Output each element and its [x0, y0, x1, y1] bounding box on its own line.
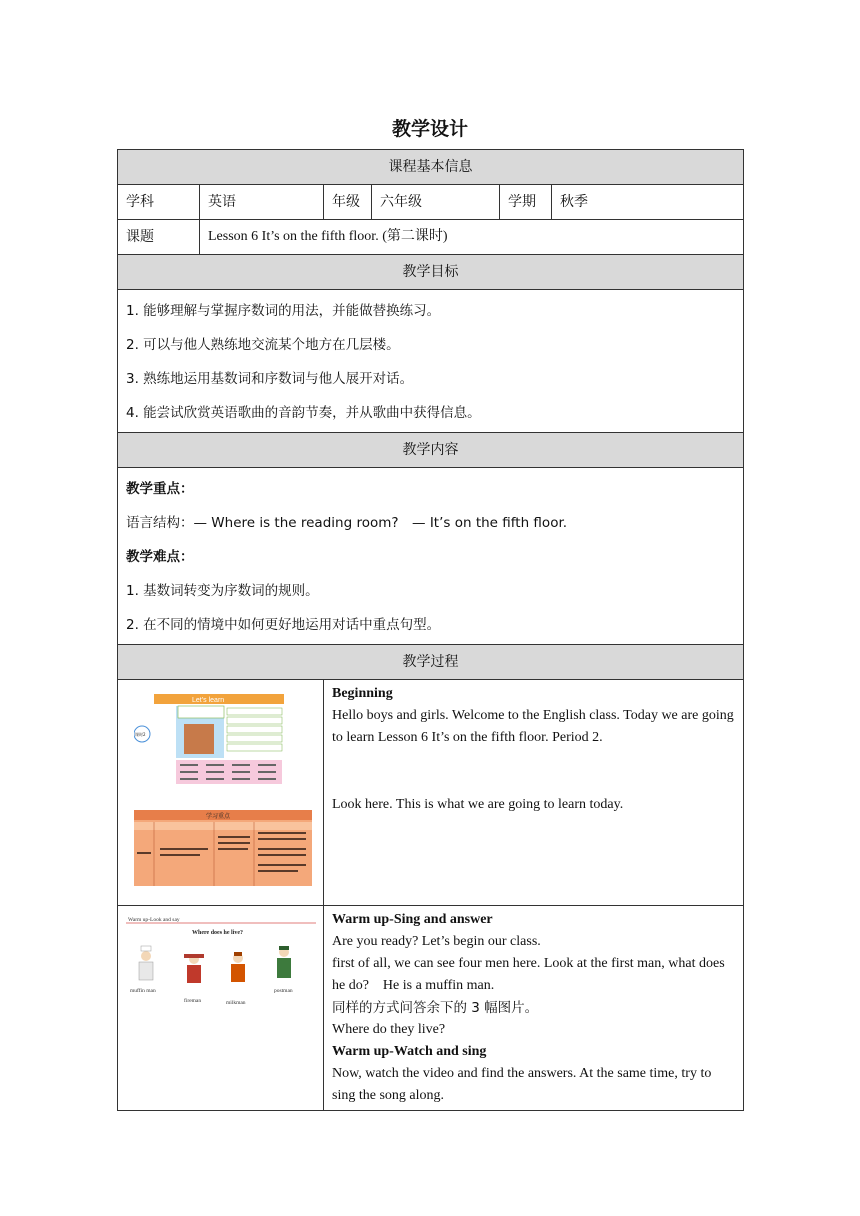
step-line: first of all, we can see four men here. Look at the first man, what does he do? He is a muffin man.: [332, 956, 725, 993]
step-heading: Beginning: [332, 686, 393, 701]
difficult-item: 1. 基数词转变为序数词的规则。: [126, 583, 319, 599]
basic-info-header: 课程基本信息: [118, 150, 744, 185]
warmup-text: [324, 906, 744, 1111]
key-points-label: 教学重点：: [126, 481, 194, 497]
goals-list: [118, 290, 744, 433]
step-heading: Warm up-Sing and answer: [332, 912, 493, 927]
lesson-plan-table: [117, 149, 744, 1111]
difficult-item: 2. 在不同的情境中如何更好地运用对话中重点句型。: [126, 617, 441, 633]
goal-item: 2. 可以与他人熟练地交流某个地方在几层楼。: [126, 337, 400, 353]
term-label: 学期: [500, 185, 552, 220]
spacer: [332, 749, 735, 794]
beginning-text: [324, 680, 744, 906]
step-line: Are you ready? Let’s begin our class.: [332, 934, 541, 949]
goal-item: 1. 能够理解与掌握序数词的用法，并能做替换练习。: [126, 303, 441, 319]
step-paragraph: Hello boys and girls. Welcome to the English class. Today we are going to learn Lesson 6 It’s on the fifth floor. Period 2.: [332, 708, 734, 745]
beginning-images: [118, 680, 324, 906]
step-line: 同样的方式问答余下的 3 幅图片。: [332, 1000, 539, 1016]
lets-learn-slide: [134, 690, 290, 786]
badge-text: 课时2: [135, 732, 146, 737]
grade-value: 六年级: [372, 185, 500, 220]
topic-value: Lesson 6 It’s on the fifth floor. (第二课时): [200, 220, 744, 255]
key-points-slide: [134, 810, 312, 886]
look-and-say-slide: [126, 914, 316, 1008]
step-line: Where do they live?: [332, 1022, 446, 1037]
slide-banner-text: Let’s learn: [192, 697, 225, 704]
warmup-images: [118, 906, 324, 1111]
goals-header: 教学目标: [118, 255, 744, 290]
key-points-text: 语言结构：— Where is the reading room? — It’s on the fifth floor.: [126, 515, 568, 531]
process-header: 教学过程: [118, 645, 744, 680]
page-title: 教学设计: [391, 118, 468, 140]
step-line: Now, watch the video and find the answers. At the same time, try to sing the song along.: [332, 1066, 712, 1103]
slide3-top: Warm up-Look and say: [128, 917, 180, 923]
goal-item: 4. 能尝试欣赏英语歌曲的音韵节奏，并从歌曲中获得信息。: [126, 405, 481, 421]
label-muffin-man: muffin man: [130, 988, 156, 994]
grade-label: 年级: [324, 185, 372, 220]
content-body: [118, 468, 744, 645]
content-header: 教学内容: [118, 433, 744, 468]
slide3-question: Where does he live?: [192, 930, 244, 936]
difficult-points-label: 教学难点：: [126, 549, 194, 565]
step-heading: Warm up-Watch and sing: [332, 1044, 487, 1059]
step-paragraph: Look here. This is what we are going to learn today.: [332, 797, 624, 812]
slide2-title: 学习重点: [206, 813, 231, 820]
goal-item: 3. 熟练地运用基数词和序数词与他人展开对话。: [126, 371, 414, 387]
label-milkman: milkman: [226, 1000, 246, 1006]
label-fireman: fireman: [184, 998, 202, 1004]
label-postman: postman: [274, 988, 293, 994]
topic-label: 课题: [118, 220, 200, 255]
muffin-man-figure: [139, 946, 153, 980]
term-value: 秋季: [552, 185, 744, 220]
subject-value: 英语: [200, 185, 324, 220]
subject-label: 学科: [118, 185, 200, 220]
